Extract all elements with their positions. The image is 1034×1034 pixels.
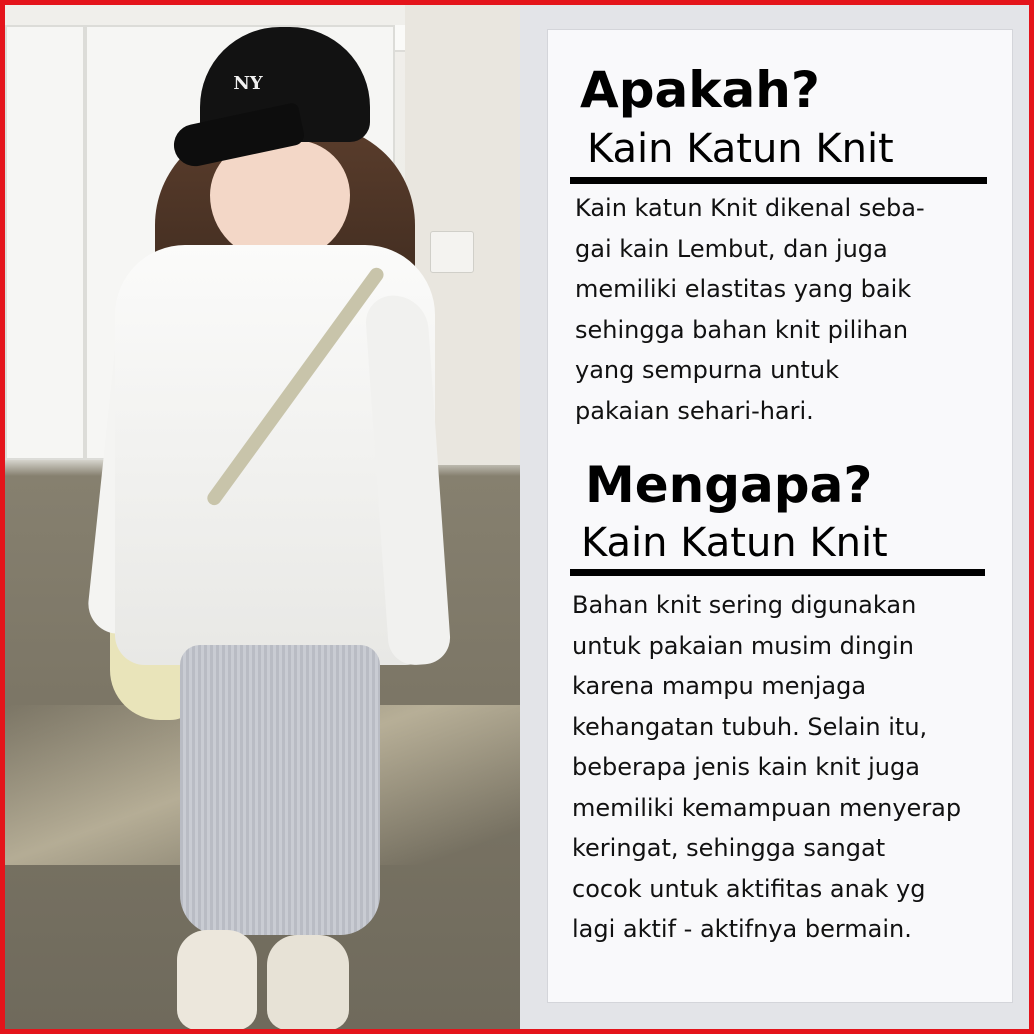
section2-line: karena mampu menjaga xyxy=(572,672,867,700)
sneaker-right xyxy=(267,935,349,1029)
wall-outlet xyxy=(430,231,474,273)
section1-subheading: Kain Katun Knit xyxy=(587,126,894,172)
section2-heading: Mengapa? xyxy=(585,456,873,514)
section1-line: Kain katun Knit dikenal seba- xyxy=(575,194,925,222)
section1-line: memiliki elastitas yang baik xyxy=(575,275,912,303)
section2-body xyxy=(572,585,961,950)
cabinet-door-left xyxy=(5,25,85,460)
section1-line: sehingga bahan knit pilihan xyxy=(575,315,909,344)
section1-divider xyxy=(570,177,987,184)
section2-subheading: Kain Katun Knit xyxy=(581,520,888,566)
section1-body xyxy=(575,188,925,431)
section2-line: cocok untuk aktifitas anak yg xyxy=(572,874,926,903)
cap-logo: NY xyxy=(233,73,263,94)
product-photo xyxy=(5,5,520,1029)
section2-line: memiliki kemampuan menyerap xyxy=(572,793,962,822)
sneaker-left xyxy=(177,930,257,1029)
section1-line: gai kain Lembut, dan juga xyxy=(575,234,888,263)
section2-line: lagi aktif - aktifnya bermain. xyxy=(572,915,912,943)
section1-line: pakaian sehari-hari. xyxy=(575,396,814,425)
section2-line: Bahan knit sering digunakan xyxy=(572,591,917,619)
section2-line: untuk pakaian musim dingin xyxy=(572,631,914,660)
section2-divider xyxy=(570,569,985,576)
knit-flare-pants xyxy=(180,645,380,935)
section2-line: kehangatan tubuh. Selain itu, xyxy=(572,712,928,741)
section2-line: keringat, sehingga sangat xyxy=(572,834,886,862)
section2-line: beberapa jenis kain knit juga xyxy=(572,753,920,781)
section1-heading: Apakah? xyxy=(580,61,820,119)
section1-line: yang sempurna untuk xyxy=(575,356,840,384)
